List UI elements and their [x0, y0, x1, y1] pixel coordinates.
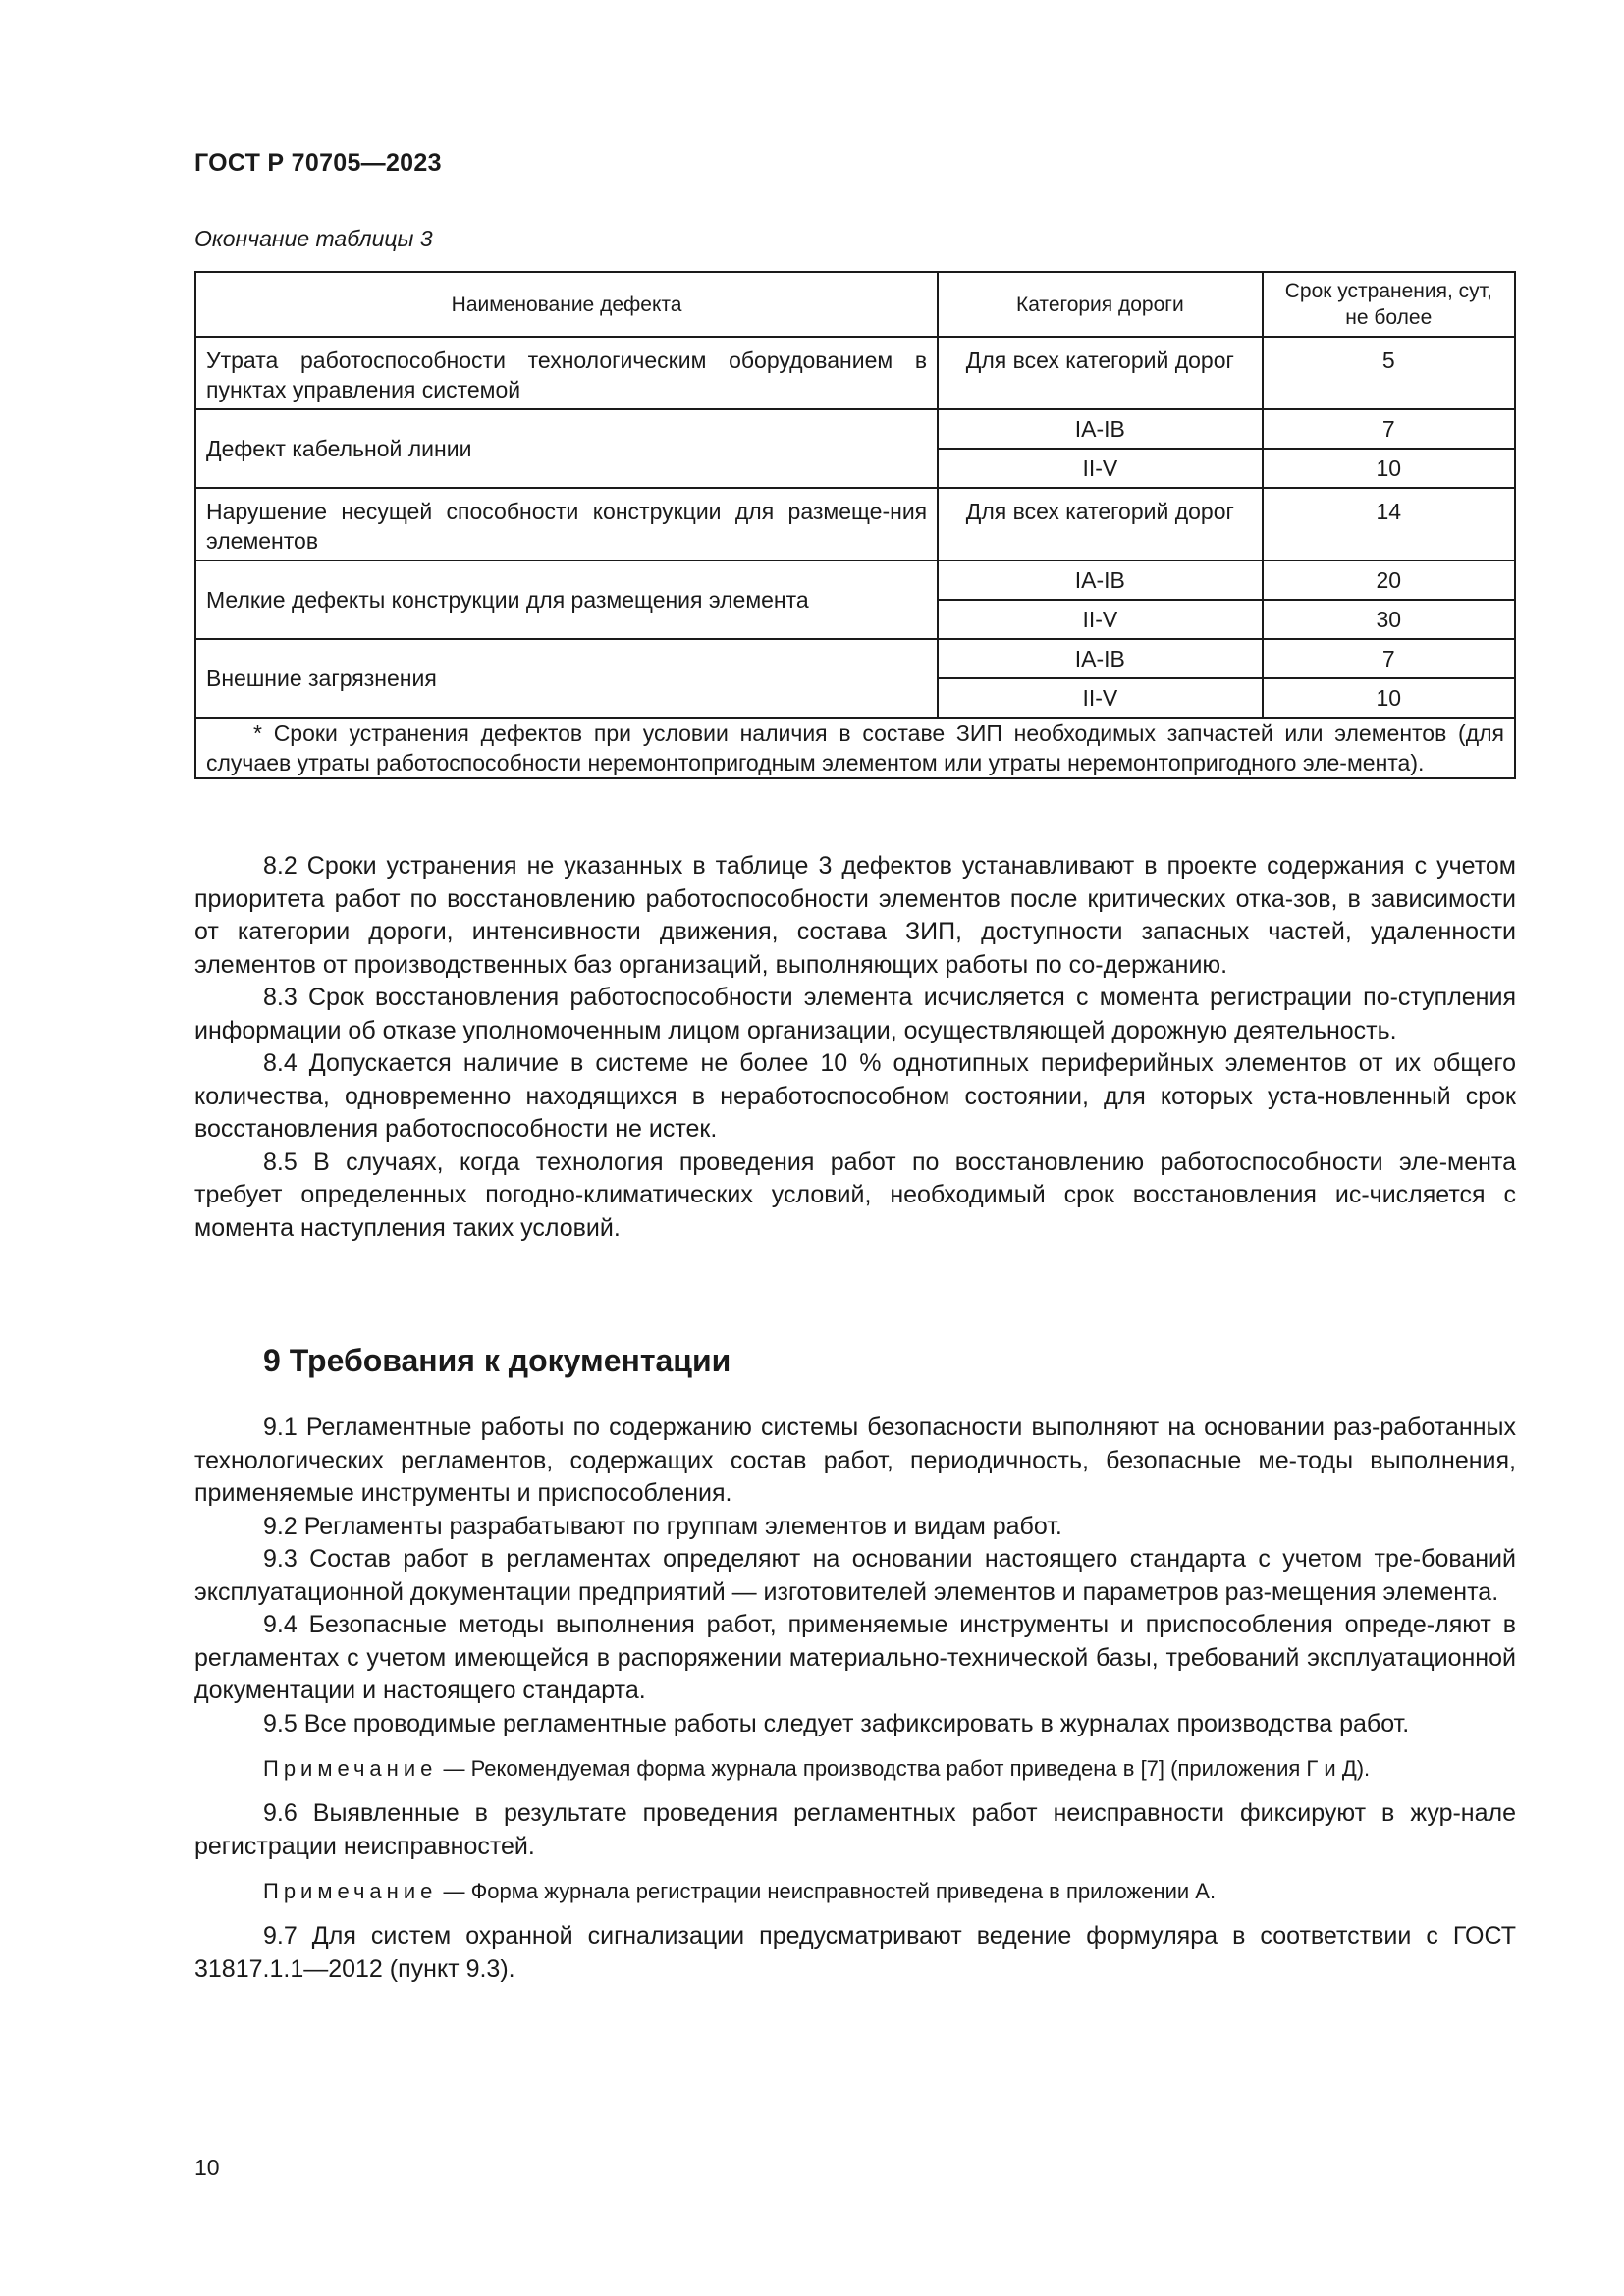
section-9-paragraphs [194, 1412, 1516, 1986]
repair-term: 20 [1263, 561, 1515, 600]
table-row [195, 337, 1515, 409]
road-category: IA-IB [938, 639, 1262, 678]
table-row [195, 409, 1515, 449]
repair-term: 30 [1263, 600, 1515, 639]
paragraph-9-4: 9.4 Безопасные методы выполнения работ, применяемые инструменты и приспособления опреде-ляют в регламентах с учетом имеющейся в распоряжении материально-технической базы, требований эксплуатационной документации и настоящего стандарта. [194, 1611, 1516, 1704]
road-category: Для всех категорий дорог [938, 488, 1262, 561]
paragraph-9-1: 9.1 Регламентные работы по содержанию системы безопасности выполняют на основании раз-работанных технологических регламентов, содержащих состав работ, периодичность, безопасные ме-тоды выполнения, применяемые инструменты и приспособления. [194, 1414, 1516, 1507]
paragraph-8-3: 8.3 Срок восстановления работоспособности элемента исчисляется с момента регистрации по-ступления информации об отказе уполномоченным лицом организации, осуществляющей дорожную деятельность. [194, 984, 1516, 1044]
road-category: Для всех категорий дорог [938, 337, 1262, 409]
paragraph-9-7: 9.7 Для систем охранной сигнализации предусматривают ведение формуляра в соответствии с ГОСТ 31817.1.1—2012 (пункт 9.3). [194, 1922, 1516, 1983]
table-header-row [195, 272, 1515, 337]
table-row [195, 488, 1515, 561]
road-category: II-V [938, 449, 1262, 488]
note-1 [194, 1754, 1516, 1784]
table-footnote [195, 718, 1515, 778]
note-text: — Рекомендуемая форма журнала производства работ приведена в [7] (приложения Г и Д). [437, 1756, 1371, 1781]
document-code: ГОСТ Р 70705—2023 [194, 149, 442, 177]
paragraph-8-2: 8.2 Сроки устранения не указанных в таблице 3 дефектов устанавливают в проекте содержания с учетом приоритета работ по восстановлению работоспособности элементов после критических отка-зов, в зависимости от категории дороги, интенсивности движения, состава ЗИП, доступности запасных частей, удаленности элементов от производственных баз организаций, выполняющих работы по со-держанию. [194, 852, 1516, 979]
paragraph-8-5: 8.5 В случаях, когда технология проведения работ по восстановлению работоспособности эле-мента требует определенных погодно-климатических условий, необходимый срок восстановления ис-числяется с момента наступления таких условий. [194, 1148, 1516, 1242]
note-2 [194, 1877, 1516, 1906]
table-row [195, 561, 1515, 600]
paragraph-9-5: 9.5 Все проводимые регламентные работы следует зафиксировать в журналах производства работ. [263, 1709, 1410, 1737]
note-text: — Форма журнала регистрации неисправностей приведена в приложении А. [437, 1879, 1217, 1903]
defect-name: Дефект кабельной линии [195, 409, 938, 488]
defect-name: Утрата работоспособности технологическим оборудованием в пунктах управления системой [195, 337, 938, 409]
table-footnote-row [195, 718, 1515, 778]
page-number: 10 [194, 2155, 220, 2180]
table-row [195, 639, 1515, 678]
repair-term: 7 [1263, 639, 1515, 678]
table-caption: Окончание таблицы 3 [194, 226, 433, 251]
paragraph-9-6: 9.6 Выявленные в результате проведения регламентных работ неисправности фиксируют в жур-нале регистрации неисправностей. [194, 1799, 1516, 1860]
table-footnote-text: * Сроки устранения дефектов при условии наличия в составе ЗИП необходимых запчастей или элементов (для случаев утраты работоспособности неремонтопригодным элементом или утраты неремонтопригодного эле-мента). [206, 721, 1504, 775]
road-category: IA-IB [938, 409, 1262, 449]
repair-term: 5 [1263, 337, 1515, 409]
note-label: Примечание [263, 1879, 438, 1903]
defect-name: Нарушение несущей способности конструкции для размеще-ния элементов [195, 488, 938, 561]
paragraph-9-2: 9.2 Регламенты разрабатывают по группам элементов и видам работ. [263, 1512, 1062, 1540]
road-category: II-V [938, 600, 1262, 639]
paragraph-9-3: 9.3 Состав работ в регламентах определяют на основании настоящего стандарта с учетом тре-бований эксплуатационной документации предприятий — изготовителей элементов и параметров раз-мещения элемента. [194, 1545, 1516, 1606]
repair-term: 7 [1263, 409, 1515, 449]
section-8-paragraphs [194, 850, 1516, 1245]
defect-name: Мелкие дефекты конструкции для размещения элемента [195, 561, 938, 639]
column-header-name: Наименование дефекта [195, 272, 938, 337]
section-9-heading: 9 Требования к документации [263, 1343, 731, 1378]
paragraph-8-4: 8.4 Допускается наличие в системе не более 10 % однотипных периферийных элементов от их общего количества, одновременно находящихся в неработоспособном состоянии, для которых уста-новленный срок восстановления работоспособности не истек. [194, 1049, 1516, 1143]
road-category: IA-IB [938, 561, 1262, 600]
defect-name: Внешние загрязнения [195, 639, 938, 718]
defects-table [194, 271, 1516, 779]
repair-term: 10 [1263, 678, 1515, 718]
repair-term: 10 [1263, 449, 1515, 488]
note-label: Примечание [263, 1756, 438, 1781]
road-category: II-V [938, 678, 1262, 718]
repair-term: 14 [1263, 488, 1515, 561]
column-header-term: Срок устранения, сут, не более [1263, 272, 1515, 337]
column-header-category: Категория дороги [938, 272, 1262, 337]
